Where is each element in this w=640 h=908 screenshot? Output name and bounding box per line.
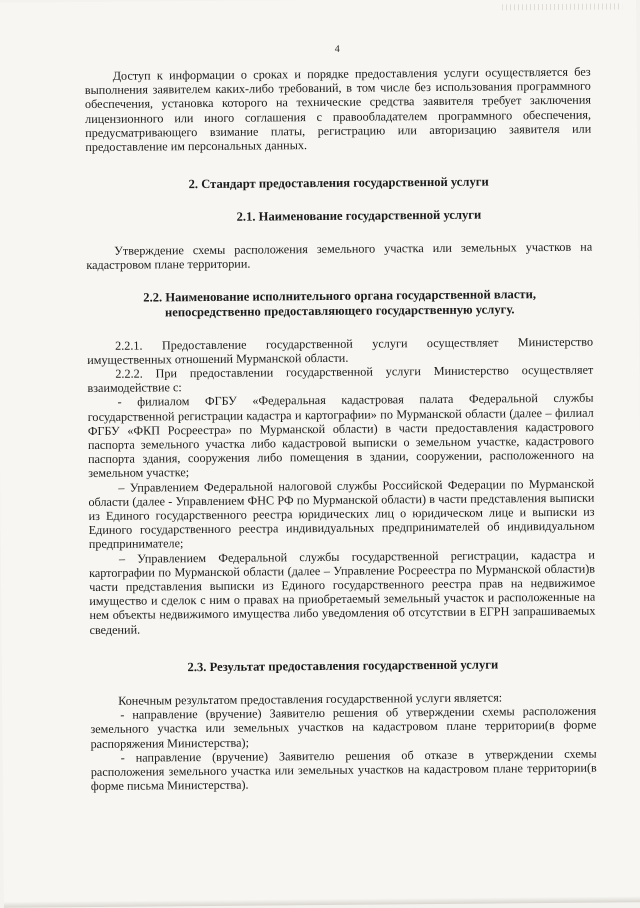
result-item-approval: - направление (вручение) Заявителю решения об утверждении схемы расположения земельного участка или земельных участков на кадастровом плане территории(в форме распоряжения Министерства); — [90, 703, 597, 751]
result-item-refusal: - направление (вручение) Заявителю решения об отказе в утверждении схемы расположения земельного участка или земельных участков на кадастровом плане территории(в форме письма Министерства). — [90, 746, 597, 794]
page-bottom-edge — [4, 896, 640, 908]
interaction-item-fns: – Управлением Федеральной налоговой службы Российской Федерации по Мурманской области (далее - Управлением ФНС РФ по Мурманской области) в части представления выписки из Единого государственного реестра юридических лиц о юридическом лице и выписки из Единого государственного реестра индивидуальных предпринимателей об индивидуальном предпринимателе; — [88, 476, 595, 552]
interaction-item-fkp: - филиалом ФГБУ «Федеральная кадастровая палата Федеральной службы государственной регистрации кадастра и картографии» по Мурманской области (далее – филиал ФГБУ «ФКП Росреестра» по Мурманской области) в части предоставления кадастрового паспорта земельного участка либо кадастровой выписки о земельном участке, кадастрового паспорта здания, сооружения либо помещения в здании, сооружении, расположенного на земельном участке; — [87, 391, 595, 481]
section-2-3-heading: 2.3. Результат предоставления государственной услуги — [187, 657, 499, 675]
section-2-heading: 2. Стандарт предоставления государственной услуги — [188, 174, 489, 192]
section-2-2-heading-line2: непосредственно предоставляющего государственную услугу. — [164, 301, 515, 319]
interaction-item-rosreestr: – Управлением Федеральной службы государственной регистрации, кадастра и картографии по Мурманской области (далее – Управление Росреестра по Мурманской области)в части представления выписки из Единого государственного реестра прав на недвижимое имущество и сделок с ним о правах на приобретаемый земельный участок и расположенные на нем объекты недвижимого имущества либо уведомления об отсутствии в ЕГРН запрашиваемых сведений. — [88, 547, 596, 637]
section-2-1-text: Утверждение схемы расположения земельного участка или земельных участков на кадастровом плане территории. — [86, 239, 593, 273]
section-2-1-heading: 2.1. Наименование государственной услуги — [236, 207, 482, 224]
section-2-2-2-paragraph: 2.2.2. При предоставлении государственной услуги Министерство осуществляет взаимодействие с: — [87, 362, 594, 396]
section-2-2-heading-line1: 2.2. Наименование исполнительного органа государственной власти, — [143, 286, 537, 305]
section-2-2-1-paragraph: 2.2.1. Предоставление государственной услуги осуществляет Министерство имущественных отношений Мурманской области. — [87, 334, 594, 367]
scan-artifact — [502, 3, 622, 10]
section-2-3-intro: Конечным результатом предоставления государственной услуги является: — [118, 690, 503, 708]
intro-paragraph: Доступ к информации о сроках и порядке предоставления услуги осуществляется без выполнения заявителем каких-либо требований, в том числе без использования программного обеспечения, установка которого на технические средства заявителя требует заключения лицензионного или иного соглашения с правообладателем программного обеспечения, предусматривающего взимание платы, регистрацию или авторизацию заявителя или предоставление им персональных данных. — [84, 64, 592, 155]
page-number: 4 — [334, 43, 341, 55]
